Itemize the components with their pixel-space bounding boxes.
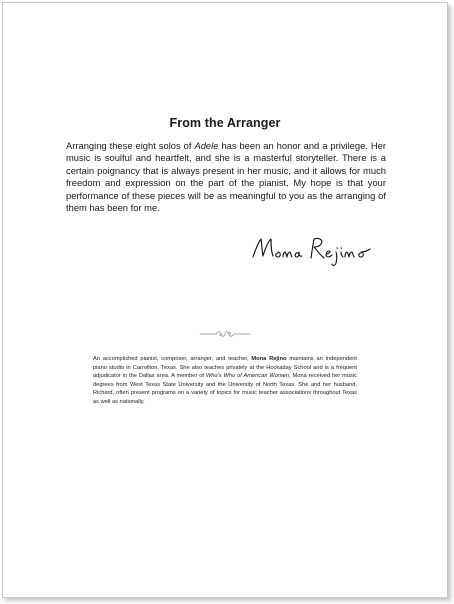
document-page: [2, 2, 448, 598]
page-title: From the Arranger: [169, 116, 281, 130]
publication-title: Who’s Who of American Women: [205, 373, 290, 380]
ornament-divider: [199, 329, 251, 339]
arranger-bio: [93, 355, 357, 407]
arranger-note: [66, 140, 386, 214]
signature: [249, 231, 379, 267]
intro-text-1: Arranging these eight solos of: [66, 140, 195, 151]
arranger-name: Mona Rejino: [251, 356, 287, 362]
bio-text-1: An accomplished pianist, composer, arranger, and teacher,: [93, 356, 252, 362]
intro-text-2: has been an honor and a privilege. Her music is soulful and heartfelt, and she is a masterful storyteller. There is a certain poignancy that is always present in her music, and it allows for much freedom and expression on the part of the pianist. My hope is that your performance of these pieces will be as meaningful to you as the arranging of them has been for me.: [66, 140, 386, 214]
bio-text-3: , Mona received her music degrees from West Texas State University and the University of North Texas. She and her husband, Richard, often present programs on a variety of topics for music teacher associations throughout Texas as well as nationally.: [93, 373, 357, 405]
artist-name: Adele: [194, 140, 219, 151]
bio-text-2: maintains an independent piano studio in Carrollton, Texas. She also teaches privately at the Hockaday School and is a frequent adjudicator in the Dallas area. A member of: [93, 356, 357, 380]
